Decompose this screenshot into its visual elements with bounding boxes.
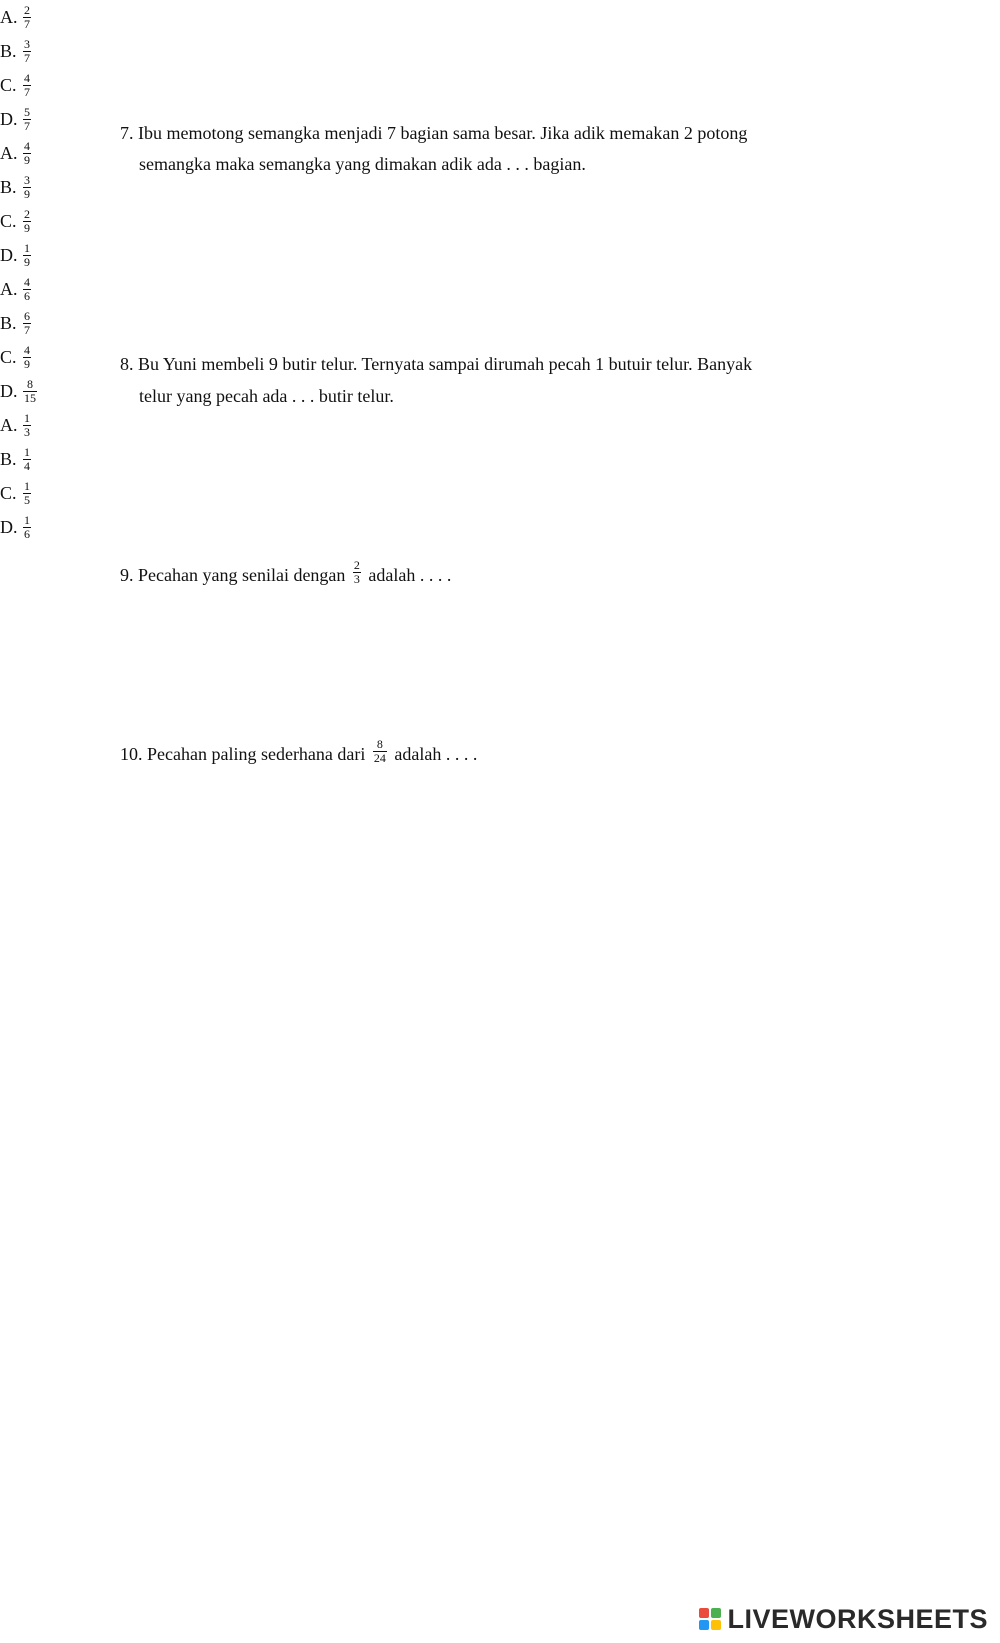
- option-fraction: $\frac{4}{7}$: [24, 70, 30, 99]
- option-fraction: $\frac{5}{7}$: [24, 104, 30, 133]
- option-fraction: $\frac{4}{9}$: [24, 342, 30, 371]
- liveworksheets-logo-icon: [699, 1608, 721, 1630]
- logo-square: [711, 1620, 721, 1630]
- option-letter: B.: [0, 176, 17, 197]
- option-letter: B.: [0, 40, 17, 61]
- option-letter: C.: [0, 346, 17, 367]
- option-letter: C.: [0, 482, 17, 503]
- option-letter: D.: [0, 244, 18, 265]
- question-9-fraction: $\frac{2}{3}$: [353, 558, 360, 587]
- option-fraction: $\frac{6}{7}$: [24, 308, 30, 337]
- logo-square: [699, 1608, 709, 1618]
- option-letter: A.: [0, 278, 18, 299]
- question-9-prefix: 9. Pecahan yang senilai dengan: [120, 565, 346, 585]
- question-8-line-2: telur yang pecah ada . . . butir telur.: [139, 386, 394, 406]
- option-fraction: $\frac{4}{6}$: [24, 274, 30, 303]
- option-letter: C.: [0, 74, 17, 95]
- option-fraction: $\frac{4}{9}$: [24, 138, 30, 167]
- option-fraction: $\frac{2}{9}$: [24, 206, 30, 235]
- question-10-suffix: adalah . . . .: [394, 744, 478, 764]
- option-fraction: $\frac{1}{4}$: [24, 444, 30, 473]
- option-letter: D.: [0, 516, 18, 537]
- question-10-prefix: 10. Pecahan paling sederhana dari: [120, 744, 366, 764]
- option-fraction: $\frac{3}{7}$: [24, 36, 30, 65]
- question-10-text: [120, 737, 478, 769]
- option-fraction: $\frac{1}{3}$: [24, 410, 30, 439]
- option-fraction: $\frac{8}{15}$: [24, 376, 36, 405]
- option-fraction: $\frac{2}{7}$: [24, 2, 30, 31]
- option-fraction: $\frac{3}{9}$: [24, 172, 30, 201]
- question-7-option-a[interactable]: [0, 0, 1000, 34]
- question-7-line-2: semangka maka semangka yang dimakan adik ada . . . bagian.: [139, 154, 586, 174]
- option-letter: A.: [0, 6, 18, 27]
- logo-square: [711, 1608, 721, 1618]
- question-10-option-b[interactable]: [0, 442, 1000, 476]
- option-fraction: $\frac{1}{6}$: [24, 512, 30, 541]
- option-letter: D.: [0, 108, 18, 129]
- option-letter: B.: [0, 448, 17, 469]
- question-10-option-c[interactable]: [0, 476, 1000, 510]
- question-9-option-b[interactable]: [0, 306, 1000, 340]
- question-8-line-1: 8. Bu Yuni membeli 9 butir telur. Ternyata sampai dirumah pecah 1 butuir telur. Banyak: [120, 354, 753, 374]
- question-8-option-d[interactable]: [0, 238, 1000, 272]
- question-9-option-a[interactable]: [0, 272, 1000, 306]
- option-letter: A.: [0, 142, 18, 163]
- option-fraction: $\frac{1}{5}$: [24, 478, 30, 507]
- question-8-option-c[interactable]: [0, 204, 1000, 238]
- logo-text: LIVEWORKSHEETS: [727, 1603, 988, 1634]
- question-7-option-c[interactable]: [0, 68, 1000, 102]
- logo-square: [699, 1620, 709, 1630]
- option-letter: D.: [0, 380, 18, 401]
- question-10-fraction: $\frac{8}{24}$: [373, 737, 386, 766]
- question-7-option-b[interactable]: [0, 34, 1000, 68]
- option-letter: C.: [0, 210, 17, 231]
- option-letter: B.: [0, 312, 17, 333]
- option-fraction: $\frac{1}{9}$: [24, 240, 30, 269]
- question-7-line-1: 7. Ibu memotong semangka menjadi 7 bagian sama besar. Jika adik memakan 2 potong: [120, 123, 748, 143]
- option-letter: A.: [0, 414, 18, 435]
- question-10-option-a[interactable]: [0, 408, 1000, 442]
- question-9-suffix: adalah . . . .: [368, 565, 452, 585]
- question-9-text: [120, 558, 452, 590]
- question-10-option-d[interactable]: [0, 510, 1000, 544]
- liveworksheets-logo: [699, 1601, 988, 1637]
